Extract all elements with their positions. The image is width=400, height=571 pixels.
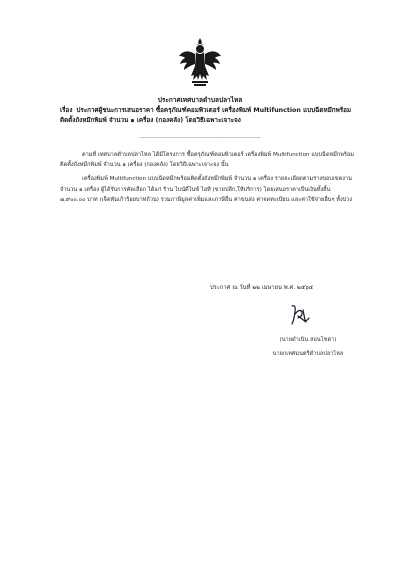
organization-title: ประกาศเทศบาลตำบลปลาไหล [157,96,243,104]
garuda-emblem-icon [177,36,223,88]
subject-line [60,106,356,126]
subject-text: ประกาศผู้ชนะการเสนอราคา ซื้อครุภัณฑ์คอมพิวเตอร์ เครื่องพิมพ์ Multifunction แบบฉีดหมึกพร้อมติดตั้งถังหมึกพิมพ์ จำนวน ๑ เครื่อง (กองคลัง) โดยวิธีเฉพาะเจาะจง [60,107,352,124]
signature-icon [286,302,312,328]
body-paragraph-2: เครื่องพิมพ์ Multifunction แบบฉีดหมึกพร้อมติดตั้งถังหมึกพิมพ์ จำนวน ๑ เครื่อง รายละเอียดตามร่างขอบเขตงาน จำนวน ๑ เครื่อง ผู้ได้รับการคัดเลือก ได้แก่ ร้าน ไบน์ดีไนซ์ ไอที (ขายปลีก,ให้บริการ) โดยเสนอราคาเป็นเงินทั้งสิ้น ๗,๙๐๐.๐๐ บาท (เจ็ดพันเก้าร้อยบาทถ้วน) รวมภาษีมูลค่าเพิ่มและภาษีอื่น ค่าขนส่ง ค่าจดทะเบียน และค่าใช้จ่ายอื่นๆ ทั้งปวง [60,176,353,203]
divider: ------------------------------------------------------------------- [139,135,261,141]
signatory-title: นายกเทศมนตรีตำบลปลาไหล [272,351,344,357]
document-body [60,150,356,205]
signatory-name: (นายดำเนิน สอนโชตา) [279,337,337,343]
subject-label: เรื่อง [60,107,73,114]
body-paragraph-1: ตามที่ เทศบาลตำบลปลาไหล ได้มีโครงการ ซื้อครุภัณฑ์คอมพิวเตอร์ เครื่องพิมพ์ Multifunction แบบฉีดหมึกพร้อมติดตั้งถังหมึกพิมพ์ จำนวน ๑ เครื่อง (กองคลัง) โดยวิธีเฉพาะเจาะจง นั้น [60,152,354,169]
announcement-date: ประกาศ ณ วันที่ ๒๒ เมษายน พ.ศ. ๒๕๖๕ [210,285,314,291]
